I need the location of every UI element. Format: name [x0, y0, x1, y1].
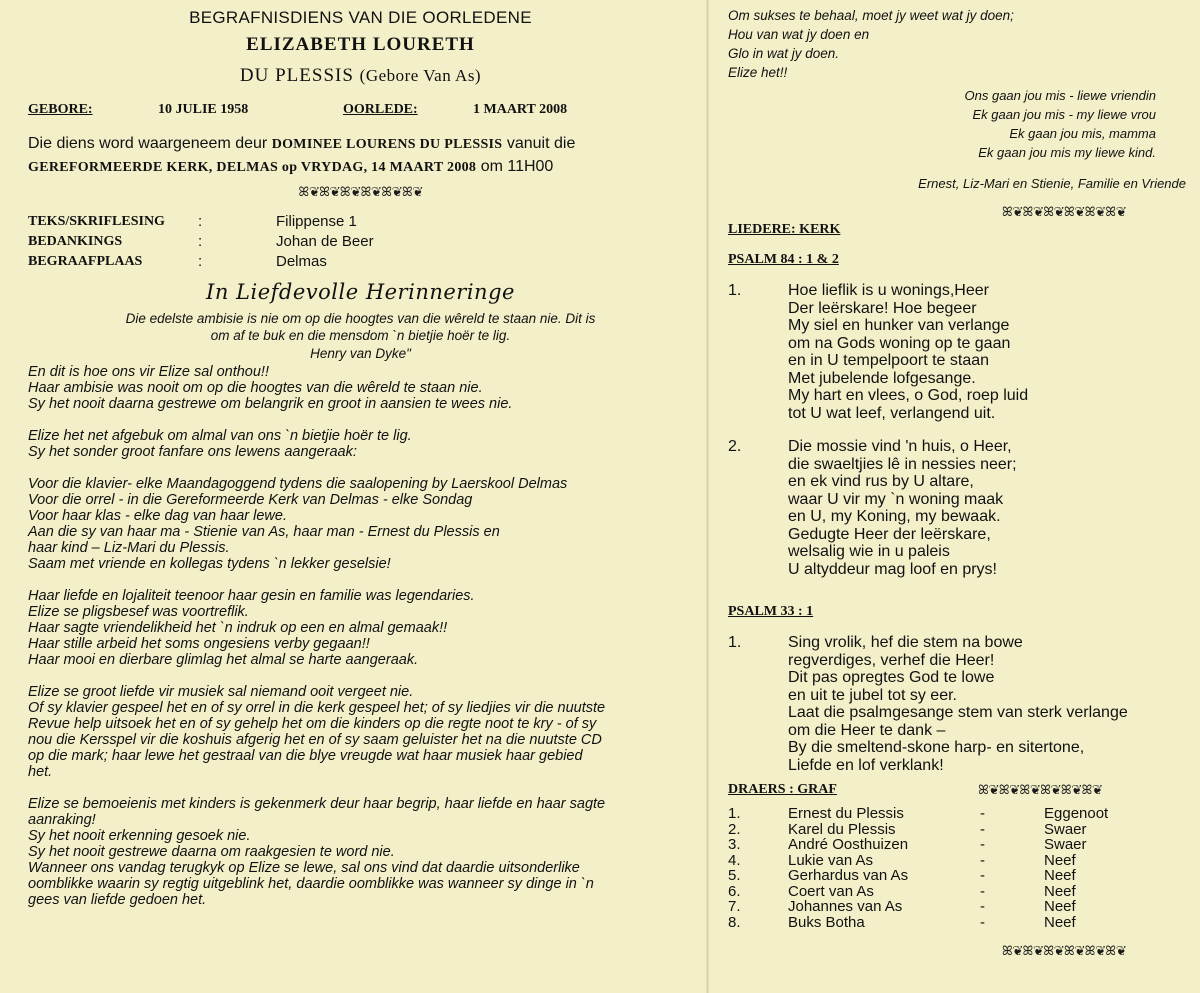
success-poem [728, 6, 1186, 82]
verse-number: 2. [728, 438, 742, 455]
tribute-line: Revue help uitsoek het en of sy gehelp het om die kinders op die regte noot te kry - of sy [28, 716, 597, 733]
right-column [728, 6, 1186, 959]
tribute-line: Elize se bemoeienis met kinders is gekenmerk deur haar begrip, haar liefde en haar sagte [28, 796, 606, 813]
info-colon: : [198, 233, 203, 251]
verse-line: om die Heer te dank – [788, 721, 946, 739]
bearer-dash: - [980, 867, 985, 884]
verse-number: 1. [728, 282, 742, 299]
page-fold [706, 0, 709, 993]
bearer-relation: Eggenoot [1044, 805, 1109, 822]
tribute-line: Elize se groot liefde vir musiek sal niemand ooit vergeet nie. [28, 684, 414, 701]
service-mid: vanuit die [506, 134, 576, 152]
verse-line: By die smeltend-skone harp- en sitertone, [788, 739, 1085, 756]
verse-line: welsalig wie in u paleis [788, 543, 950, 560]
tribute-line: Haar ambisie was nooit om op die hoogtes van die wêreld te staan nie. [28, 380, 483, 397]
bearers-header [728, 782, 1186, 798]
farewell-poem [728, 86, 1186, 162]
info-row [28, 232, 693, 252]
quote-author: Henry van Dyke" [310, 345, 411, 361]
died-label: OORLEDE: [343, 101, 418, 117]
died-value: 1 MAART 2008 [473, 101, 568, 117]
verse-line: Der leërskare! Hoe begeer [788, 299, 977, 317]
service-details [28, 132, 693, 179]
verse-line: en uit te jubel tot sy eer. [788, 686, 957, 704]
tribute-line: Wanneer ons vandag terugkyk op Elize se lewe, sal ons vind dat daardie uitsonderlike [28, 860, 580, 877]
bearer-name: Ernest du Plessis [788, 805, 904, 822]
psalm-33-title: PSALM 33 : 1 [728, 604, 814, 619]
tribute-line: Elize se pligsbesef was voortreflik. [28, 604, 249, 621]
info-key: BEGRAAFPLAAS [28, 253, 143, 269]
tribute-paragraph [28, 588, 693, 668]
bearer-relation: Neef [1044, 913, 1076, 931]
quote-line: om af te buk en die mensdom `n bietjie hoër te lig. [210, 328, 511, 344]
bearer-dash: - [980, 805, 985, 822]
bearer-name: Karel du Plessis [788, 820, 896, 838]
bearer-number: 1. [728, 805, 741, 822]
verse-line: Hoe lieflik is u wonings,Heer [788, 282, 989, 299]
bearer-row [728, 868, 1186, 884]
tribute-line: haar kind – Liz-Mari du Plessis. [28, 540, 230, 557]
psalm-verse [728, 634, 1186, 774]
verse-line: Liefde en lof verklank! [788, 756, 944, 774]
tribute-line: aanraking! [28, 812, 96, 829]
poem-line: Ek gaan jou mis - my liewe vrou [972, 107, 1156, 122]
surname: DU PLESSIS [239, 65, 354, 87]
bearer-number: 2. [728, 820, 741, 838]
psalm-verse [728, 438, 1186, 578]
tribute-paragraph [28, 476, 693, 572]
bearers-heading: DRAERS : GRAF [728, 782, 837, 797]
ornament-divider: ꕤ❦ꕤ❦ꕤ❦ꕤ❦ꕤ❦ꕤ❦ [298, 184, 423, 200]
born-label: GEBORE: [28, 101, 93, 117]
info-value: Johan de Beer [276, 233, 374, 251]
ornament-divider: ꕤ❦ꕤ❦ꕤ❦ꕤ❦ꕤ❦ꕤ❦ [1001, 944, 1126, 959]
poem-line: Elize het!! [728, 65, 788, 80]
tribute-line: Aan die sy van haar ma - Stienie van As, haar man - Ernest du Plessis en [28, 524, 500, 541]
tribute-line: Haar liefde en lojaliteit teenoor haar gesin en familie was legendaries. [28, 588, 475, 605]
left-column [28, 6, 693, 908]
bearer-relation: Neef [1044, 851, 1076, 869]
deceased-first-names: ELIZABETH LOURETH [246, 34, 475, 56]
verse-line: My hart en vlees, o God, roep luid [788, 387, 1029, 404]
dates-row [28, 102, 693, 118]
poem-line: Om sukses te behaal, moet jy weet wat jy doen; [728, 8, 1014, 23]
tribute-line: Voor haar klas - elke dag van haar lewe. [28, 508, 287, 525]
maiden-name: (Gebore Van As) [359, 66, 482, 86]
verse-line: Sing vrolik, hef die stem na bowe [788, 634, 1023, 651]
info-colon: : [198, 213, 203, 231]
tribute-line: Elize het net afgebuk om almal van ons `n bietjie hoër te lig. [28, 428, 412, 445]
bearer-number: 6. [728, 882, 741, 900]
verse-line: en U, my Koning, my bewaak. [788, 508, 1001, 525]
bearer-number: 7. [728, 898, 741, 915]
psalm-84-title: PSALM 84 : 1 & 2 [728, 252, 839, 267]
bearer-dash: - [980, 820, 985, 838]
bearer-relation: Swaer [1044, 836, 1087, 853]
tribute-text [28, 364, 693, 908]
verse-line: waar U vir my `n woning maak [788, 490, 1004, 508]
bearer-number: 5. [728, 867, 741, 884]
tribute-line: Haar stille arbeid het soms ongesiens verby gegaan!! [28, 636, 370, 653]
bearer-number: 8. [728, 913, 741, 931]
info-value: Delmas [276, 253, 327, 271]
bearers-list [728, 806, 1186, 930]
poem-line: Glo in wat jy doen. [728, 46, 840, 61]
verse-line: en in U tempelpoort te staan [788, 352, 990, 369]
verse-line: en ek vind rus by U altare, [788, 473, 974, 490]
ornament-divider: ꕤ❦ꕤ❦ꕤ❦ꕤ❦ꕤ❦ꕤ❦ [978, 783, 1103, 798]
bearer-dash: - [980, 882, 985, 900]
verse-lines [788, 282, 1028, 422]
bearer-name: Johannes van As [788, 898, 903, 915]
bearer-name: Buks Botha [788, 913, 865, 931]
verse-line: om na Gods woning op te gaan [788, 334, 1011, 352]
bearer-name: André Oosthuizen [788, 836, 909, 853]
minister-name: DOMINEE LOURENS DU PLESSIS [271, 136, 503, 152]
verse-number: 1. [728, 634, 742, 651]
henry-van-dyke-quote [28, 310, 693, 363]
songs-heading: LIEDERE: KERK [728, 222, 841, 237]
service-info-table [28, 212, 693, 272]
tribute-line: Sy het nooit erkenning gesoek nie. [28, 828, 251, 845]
bearer-number: 3. [728, 836, 741, 853]
info-row [28, 212, 693, 232]
verse-line: regverdiges, verhef die Heer! [788, 651, 995, 669]
tribute-paragraph [28, 684, 693, 780]
bearer-row [728, 884, 1186, 900]
memory-title: In Liefdevolle Herinneringe [206, 279, 515, 304]
bearer-row [728, 806, 1186, 822]
bearer-name: Coert van As [788, 882, 874, 900]
info-row [28, 252, 693, 272]
tribute-paragraph [28, 428, 693, 460]
poem-line: Ons gaan jou mis - liewe vriendin [964, 88, 1156, 103]
tribute-line: Of sy klavier gespeel het en of sy orrel in die kerk gespeel het; of sy liedjies vir die nuutste [28, 700, 606, 717]
service-pre: Die diens word waargeneem deur [28, 134, 268, 152]
bearer-row [728, 915, 1186, 931]
verse-line: Gedugte Heer der leërskare, [788, 525, 991, 543]
verse-line: Met jubelende lofgesange. [788, 369, 976, 387]
verse-lines [788, 438, 1017, 578]
bearer-relation: Neef [1044, 882, 1076, 900]
tribute-line: Sy het nooit gestrewe daarna om raakgesien te word nie. [28, 844, 395, 861]
bearer-relation: Swaer [1044, 820, 1087, 838]
poem-line: Ek gaan jou mis my liewe kind. [978, 145, 1156, 160]
tribute-line: Haar sagte vriendelikheid het `n indruk op een en almal gemaak!! [28, 620, 448, 637]
psalm-verse [728, 282, 1186, 422]
verse-line: tot U wat leef, verlangend uit. [788, 404, 996, 422]
born-value: 10 JULIE 1958 [158, 101, 249, 117]
verse-line: Laat die psalmgesange stem van sterk verlange [788, 704, 1128, 721]
info-key: TEKS/SKRIFLESING [28, 213, 165, 229]
verse-line: U altyddeur mag loof en prys! [788, 560, 997, 578]
poem-line: Ek gaan jou mis, mamma [1009, 126, 1156, 141]
ornament-divider: ꕤ❦ꕤ❦ꕤ❦ꕤ❦ꕤ❦ꕤ❦ [1001, 205, 1126, 220]
tribute-line: En dit is hoe ons vir Elize sal onthou!! [28, 364, 269, 381]
verse-line: Die mossie vind 'n huis, o Heer, [788, 438, 1012, 455]
bearer-dash: - [980, 851, 985, 869]
verse-line: die swaeltjies lê in nessies neer; [788, 455, 1017, 473]
tribute-line: Voor die orrel - in die Gereformeerde Kerk van Delmas - elke Sondag [28, 492, 473, 509]
tribute-line: nou die Kersspel vir die koshuis afgerig het en of sy saam geluister het na die nuutste CD [28, 732, 602, 749]
tribute-line: gees van liefde gedoen het. [28, 892, 207, 909]
verse-line: My siel en hunker van verlange [788, 317, 1010, 334]
tribute-paragraph [28, 364, 693, 412]
tribute-line: Haar mooi en dierbare glimlag het almal se harte aangeraak. [28, 652, 419, 669]
family-signature: Ernest, Liz-Mari en Stienie, Familie en Vriende [918, 176, 1186, 191]
church-and-date: GEREFORMEERDE KERK, DELMAS op VRYDAG, 14 MAART 2008 [28, 160, 477, 176]
bearer-dash: - [980, 836, 985, 853]
tribute-line: op die mark; haar lewe het gestraal van die blye vreugde wat haar musiek haar gebied [28, 748, 583, 765]
tribute-line: het. [28, 764, 53, 781]
bearer-name: Gerhardus van As [788, 867, 909, 884]
quote-line: Die edelste ambisie is nie om op die hoogtes van die wêreld te staan nie. Dit is [125, 310, 596, 326]
tribute-line: oomblikke waarin sy regtig uitgeblink het, daardie oomblikke was wanneer sy dinge in `n [28, 876, 594, 893]
bearer-relation: Neef [1044, 898, 1076, 915]
bearer-row [728, 899, 1186, 915]
tribute-line: Voor die klavier- elke Maandagoggend tydens die saalopening by Laerskool Delmas [28, 476, 568, 493]
service-time: om 11H00 [480, 158, 554, 176]
tribute-paragraph [28, 796, 693, 908]
tribute-line: Saam met vriende en kollegas tydens `n lekker geselsie! [28, 556, 391, 573]
bearer-row [728, 822, 1186, 838]
bearer-relation: Neef [1044, 867, 1076, 884]
bearer-dash: - [980, 898, 985, 915]
info-colon: : [198, 253, 203, 271]
bearer-number: 4. [728, 851, 741, 869]
deceased-surname [28, 65, 693, 88]
info-key: BEDANKINGS [28, 233, 123, 249]
poem-line: Hou van wat jy doen en [728, 27, 870, 42]
bearer-name: Lukie van As [788, 851, 874, 869]
header-line-1: BEGRAFNISDIENS VAN DIE OORLEDENE [189, 8, 532, 27]
bearer-row [728, 853, 1186, 869]
tribute-line: Sy het nooit daarna gestrewe om belangrik en groot in aansien te wees nie. [28, 396, 513, 413]
tribute-line: Sy het sonder groot fanfare ons lewens aangeraak: [28, 444, 357, 461]
bearer-dash: - [980, 913, 985, 931]
bearer-row [728, 837, 1186, 853]
info-value: Filippense 1 [276, 213, 357, 231]
verse-line: Dit pas opregtes God te lowe [788, 669, 995, 686]
verse-lines [788, 634, 1128, 774]
